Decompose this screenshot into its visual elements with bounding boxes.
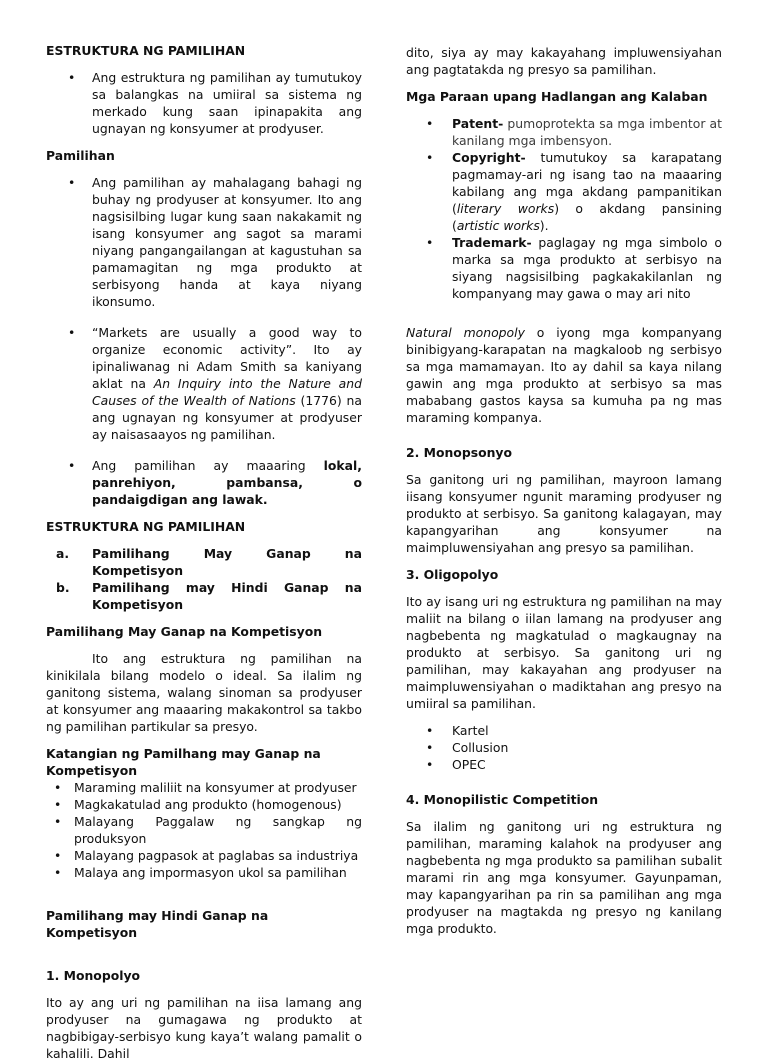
list-item bbox=[46, 579, 362, 613]
list-item bbox=[46, 457, 362, 508]
term-text: paglagay ng mga simbolo o marka sa mga produkto at serbisyo na siyang nagsisilbing pagkakakilanlan ng kompanyang may gawa o may ari nito bbox=[452, 235, 722, 301]
heading-katangian: Katangian ng Pamilhang may Ganap na Kompetisyon bbox=[46, 746, 321, 778]
heading-oligopolyo: 3. Oligopolyo bbox=[406, 567, 499, 582]
book-title: An Inquiry into the Nature and Causes of the Wealth of Nations bbox=[92, 376, 362, 408]
paragraph-text: o iyong mga kompanyang binibigyang-karapatan na magkaloob ng serbisyo sa mga mamamayan. Ito ay dahil sa kaya nilang gawin ang mga produkto at serbisyo sa mas mababang gastos kaysa sa kumuha pa ng mas maraming kompanya. bbox=[406, 325, 722, 425]
right-column bbox=[406, 44, 722, 937]
heading-estruktura: ESTRUKTURA NG PAMILIHAN bbox=[46, 43, 246, 58]
heading-hindi-ganap: Pamilihang may Hindi Ganap na Kompetisyon bbox=[46, 908, 269, 940]
term-italic: artistic works bbox=[456, 218, 540, 233]
heading-monopolyo: 1. Monopolyo bbox=[46, 968, 141, 983]
katangian-list bbox=[46, 779, 362, 881]
scope-text: lokal, panrehiyon, pambansa, o pandaigdigan ang lawak. bbox=[92, 458, 362, 507]
paragraph bbox=[406, 324, 722, 426]
term-label: Patent- bbox=[452, 116, 504, 131]
list-marker: b. bbox=[56, 580, 70, 595]
quote-text-end: (1776) na ang ugnayan ng konsyumer at prodyuser ay naisasaayos ng pamilihan. bbox=[92, 393, 362, 442]
heading-estruktura-2: ESTRUKTURA NG PAMILIHAN bbox=[46, 519, 246, 534]
left-column bbox=[46, 42, 362, 1062]
list-marker: a. bbox=[56, 546, 70, 561]
heading-monopolistic: 4. Monopilistic Competition bbox=[406, 792, 599, 807]
paragraph: dito, siya ay may kakayahang impluwensiyahan ang pagtatakda ng presyo sa pamilihan. bbox=[406, 45, 722, 77]
paragraph: Sa ganitong uri ng pamilihan, mayroon lamang iisang konsyumer ngunit maraming prodyuser ng produkto at serbisyo. Sa ganitong kalagayan, may kapangyarihan ang konsyumer na maimpluwensiyahan ang presyo sa pamilihan. bbox=[406, 472, 722, 555]
list-item: • Malayang pagpasok at paglabas sa industriya bbox=[46, 847, 362, 864]
bullet-list bbox=[46, 174, 362, 508]
list-text: Pamilihang may Hindi Ganap na Kompetisyon bbox=[92, 580, 362, 612]
list-item bbox=[406, 149, 722, 234]
list-item: • Malaya ang impormasyon ukol sa pamilihan bbox=[46, 864, 362, 881]
paragraph: Sa ilalim ng ganitong uri ng estruktura ng pamilihan, maraming kalahok na prodyuser ang nagbebenta ng mga produkto sa pamilihan subalit marami rin ang mga konsyumer. Gayunpaman, may kapangyarihan pa rin sa pamilihan ang mga prodyuser na magtakda ng presyo ng kanilang mga produkto. bbox=[406, 819, 722, 936]
list-item: • Ang pamilihan ay mahalagang bahagi ng buhay ng prodyuser at konsyumer. Ito ang nagsisilbing lugar kung saan nakakamit ng isang konsyumer ang sagot sa marami niyang pangangailangan at kagustuhan sa pamamagitan ng mga produkto at serbisyong handa at kaya niyang ikonsumo. bbox=[46, 174, 362, 310]
quote-text: “Markets are usually a good way to organize economic activity”. Ito ay ipinaliwanag ni Adam Smith sa kaniyang aklat na bbox=[92, 325, 362, 391]
bullet-list bbox=[46, 69, 362, 137]
list-item: • Maraming maliliit na konsyumer at prodyuser bbox=[46, 779, 362, 796]
term-label: Copyright- bbox=[452, 150, 526, 165]
term-italic: Natural monopoly bbox=[406, 325, 525, 340]
list-text: Ang pamilihan ay maaaring bbox=[92, 458, 324, 473]
list-text: Pamilihang May Ganap na Kompetisyon bbox=[92, 546, 362, 578]
term-text: tumutukoy sa karapatang pagmamay-ari ng isang tao na maaaring kabilang ang mga akdang pampanitikan ( bbox=[452, 150, 722, 216]
heading-ganap: Pamilihang May Ganap na Kompetisyon bbox=[46, 624, 323, 639]
oligo-list bbox=[406, 722, 722, 773]
paragraph: Ito ay ang uri ng pamilihan na iisa lamang ang prodyuser na gumagawa ng produkto at nagbibigay-serbisyo kung kaya’t walang pamalit o kahalili. Dahil bbox=[46, 995, 362, 1061]
list-item: • Ang estruktura ng pamilihan ay tumutukoy sa balangkas na umiiral sa sistema ng merkado kung saan ipinapakita ang ugnayan ng konsyumer at prodyuser. bbox=[46, 69, 362, 137]
list-item bbox=[406, 234, 722, 302]
paragraph: Ito ang estruktura ng pamilihan na kinikilala bilang modelo o ideal. Sa ilalim ng ganitong sistema, walang sinoman sa prodyuser at konsyumer ang maaaring makakontrol sa takbo ng pamilihan partikular sa presyo. bbox=[46, 651, 362, 734]
list-item: • OPEC bbox=[406, 756, 722, 773]
paragraph: Ito ay isang uri ng estruktura ng pamilihan na may maliit na bilang o iilan lamang na prodyuser ang nagbebenta ng magkatulad o magkaugnay na produkto at serbisyo. Sa ganitong uri ng pamilihan, may kakayahan ang prodyuser na maimpluwensiyahan o madiktahan ang presyo na umiiral sa pamilihan. bbox=[406, 594, 722, 711]
term-text: ). bbox=[539, 218, 549, 233]
term-label: Trademark- bbox=[452, 235, 532, 250]
term-italic: literary works bbox=[456, 201, 555, 216]
heading-pamilihan: Pamilihan bbox=[46, 148, 115, 163]
list-item bbox=[46, 324, 362, 443]
list-item: • Malayang Paggalaw ng sangkap ng produksyon bbox=[46, 813, 362, 847]
list-item: • Kartel bbox=[406, 722, 722, 739]
heading-monopsonyo: 2. Monopsonyo bbox=[406, 445, 512, 460]
list-item bbox=[46, 545, 362, 579]
list-item: • Collusion bbox=[406, 739, 722, 756]
lettered-list bbox=[46, 545, 362, 613]
paraan-list bbox=[406, 115, 722, 302]
term-text: pumoprotekta sa mga imbentor at kanilang mga imbensyon. bbox=[452, 116, 722, 148]
heading-paraan: Mga Paraan upang Hadlangan ang Kalaban bbox=[406, 89, 708, 104]
list-item: • Magkakatulad ang produkto (homogenous) bbox=[46, 796, 362, 813]
term-text: ) o akdang pansining ( bbox=[452, 201, 723, 233]
list-item bbox=[406, 115, 722, 149]
